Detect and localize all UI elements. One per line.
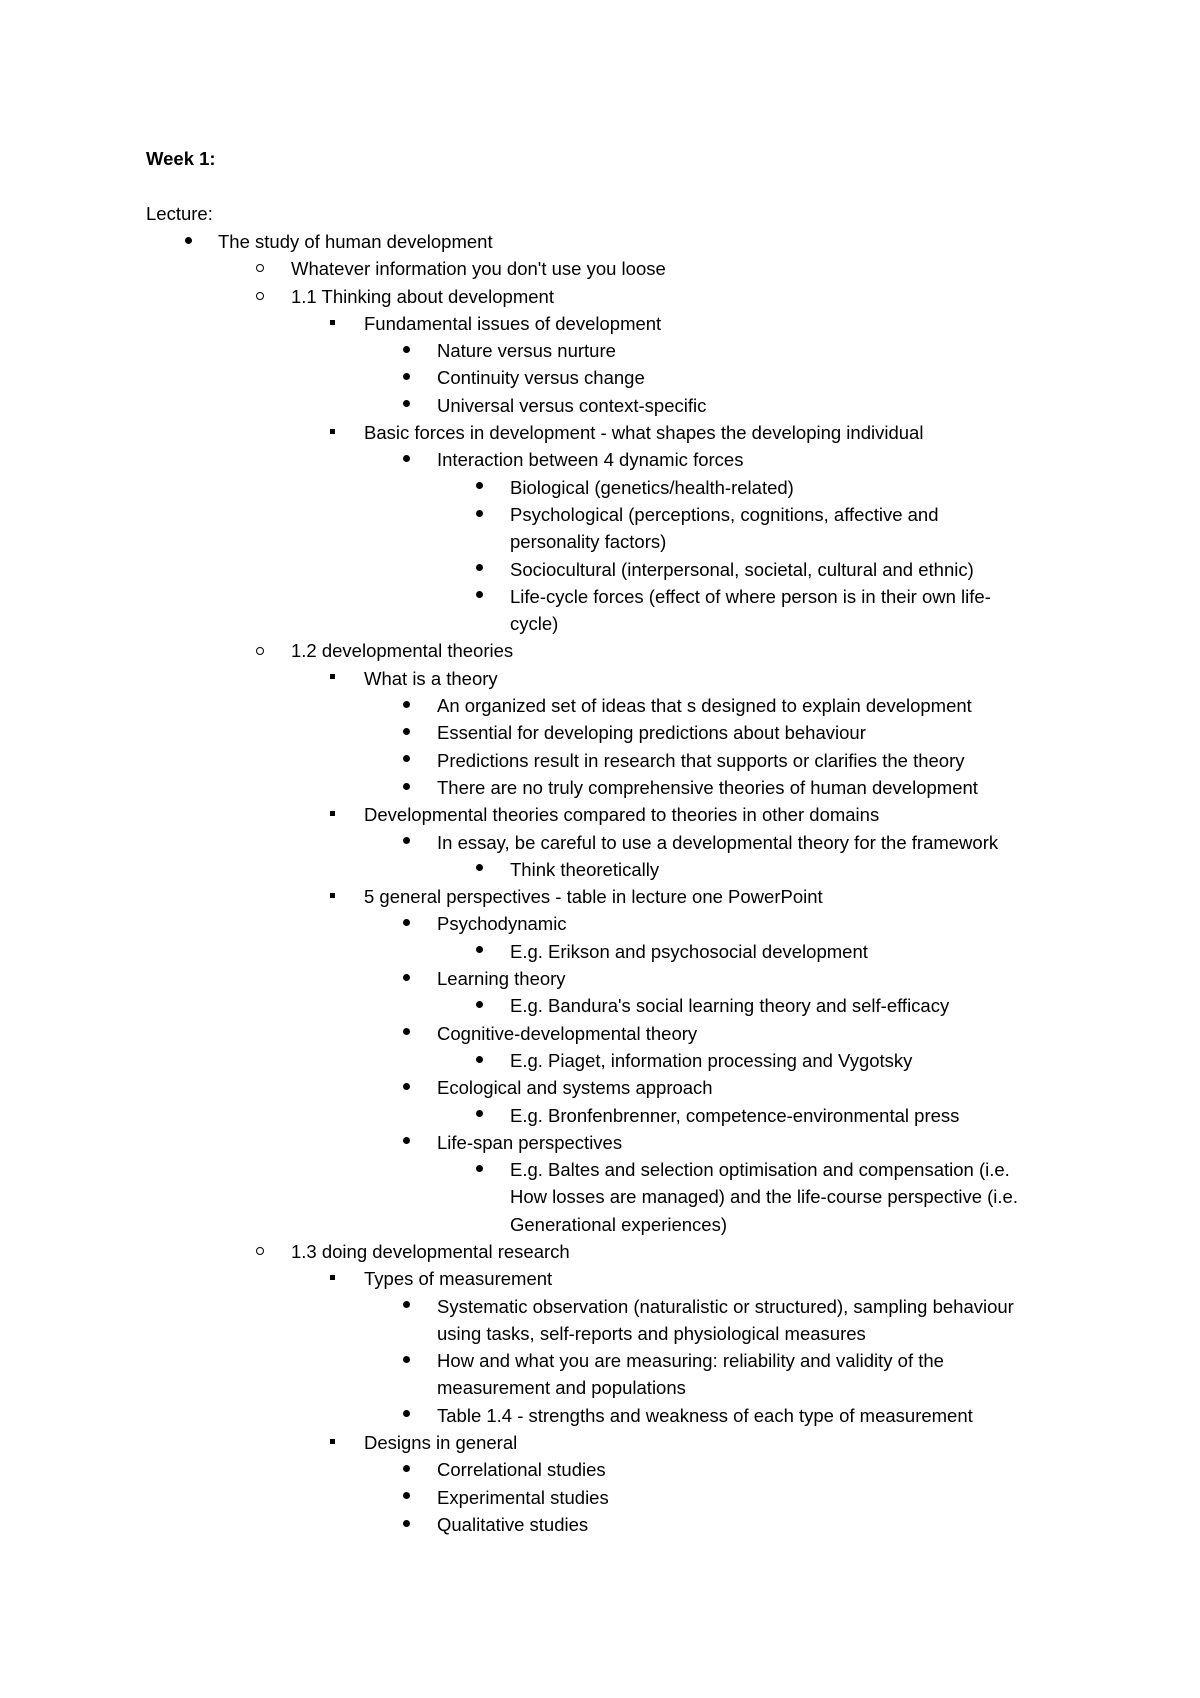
list-item-text: In essay, be careful to use a developmental theory for the framework <box>437 831 999 853</box>
bullet-disc-icon <box>396 747 416 774</box>
bullet-disc-icon <box>396 1511 416 1538</box>
bullet-disc-icon <box>396 446 416 473</box>
list-item-text: Designs in general <box>364 1432 518 1454</box>
bullet-disc-icon <box>396 692 416 719</box>
list-item <box>0 1347 1200 1402</box>
bullet-square-icon <box>322 1265 342 1292</box>
bullet-disc-icon <box>469 1102 489 1129</box>
list-item-text: There are no truly comprehensive theories of human development <box>437 776 978 798</box>
list-item-text: How and what you are measuring: reliability and validity of the measurement and populations <box>437 1350 944 1399</box>
list-item <box>0 255 1200 282</box>
list-item-text: E.g. Piaget, information processing and Vygotsky <box>510 1049 913 1071</box>
list-item-text: Universal versus context-specific <box>437 394 707 416</box>
list-item-text: Ecological and systems approach <box>437 1077 713 1099</box>
list-item <box>0 1402 1200 1429</box>
list-item-text: Basic forces in development - what shapes the developing individual <box>364 422 924 444</box>
list-item <box>0 1293 1200 1348</box>
list-item-text: Think theoretically <box>510 858 660 880</box>
list-item <box>0 910 1200 937</box>
list-item <box>0 1429 1200 1456</box>
bullet-disc-icon <box>178 228 198 255</box>
bullet-disc-icon <box>469 583 489 610</box>
list-item-text: Systematic observation (naturalistic or structured), sampling behaviour using tasks, self-reports and physiological measures <box>437 1295 1014 1344</box>
bullet-disc-icon <box>469 938 489 965</box>
bullet-disc-icon <box>396 392 416 419</box>
list-item <box>0 337 1200 364</box>
list-item <box>0 1047 1200 1074</box>
bullet-disc-icon <box>469 1156 489 1183</box>
list-item-text: 1.2 developmental theories <box>291 640 514 662</box>
list-item <box>0 446 1200 473</box>
list-item-text: Qualitative studies <box>437 1513 589 1535</box>
list-item-text: Sociocultural (interpersonal, societal, cultural and ethnic) <box>510 558 974 580</box>
bullet-circle-icon <box>250 255 270 282</box>
list-item <box>0 556 1200 583</box>
list-item <box>0 774 1200 801</box>
list-item <box>0 1020 1200 1047</box>
list-item <box>0 829 1200 856</box>
list-item <box>0 965 1200 992</box>
list-item <box>0 228 1200 255</box>
list-item <box>0 392 1200 419</box>
list-item-text: Biological (genetics/health-related) <box>510 476 794 498</box>
bullet-circle-icon <box>250 637 270 664</box>
list-item-text: Fundamental issues of development <box>364 312 662 334</box>
bullet-square-icon <box>322 419 342 446</box>
list-item <box>0 1102 1200 1129</box>
bullet-disc-icon <box>396 1293 416 1320</box>
list-item <box>0 419 1200 446</box>
list-item-text: E.g. Bronfenbrenner, competence-environmental press <box>510 1104 960 1126</box>
bullet-disc-icon <box>469 474 489 501</box>
bullet-square-icon <box>322 1429 342 1456</box>
list-item <box>0 992 1200 1019</box>
list-item-text: 1.3 doing developmental research <box>291 1240 570 1262</box>
list-item <box>0 1238 1200 1265</box>
notes-outline <box>0 228 1200 1538</box>
list-item-text: Continuity versus change <box>437 367 645 389</box>
bullet-disc-icon <box>396 1020 416 1047</box>
bullet-disc-icon <box>469 1047 489 1074</box>
bullet-disc-icon <box>469 856 489 883</box>
bullet-square-icon <box>322 310 342 337</box>
list-item <box>0 856 1200 883</box>
list-item-text: Psychodynamic <box>437 913 567 935</box>
list-item <box>0 1456 1200 1483</box>
list-item <box>0 1156 1200 1238</box>
list-item-text: 1.1 Thinking about development <box>291 285 554 307</box>
list-item-text: Table 1.4 - strengths and weakness of each type of measurement <box>437 1404 973 1426</box>
list-item <box>0 1511 1200 1538</box>
bullet-disc-icon <box>396 1129 416 1156</box>
bullet-disc-icon <box>396 337 416 364</box>
list-item <box>0 801 1200 828</box>
bullet-disc-icon <box>469 501 489 528</box>
list-item <box>0 501 1200 556</box>
page-title: Week 1: <box>146 148 216 169</box>
bullet-disc-icon <box>396 1484 416 1511</box>
bullet-disc-icon <box>396 1402 416 1429</box>
list-item-text: Interaction between 4 dynamic forces <box>437 449 744 471</box>
list-item <box>0 692 1200 719</box>
list-item <box>0 747 1200 774</box>
list-item-text: E.g. Erikson and psychosocial development <box>510 940 868 962</box>
bullet-disc-icon <box>396 1074 416 1101</box>
list-item-text: Whatever information you don't use you loose <box>291 258 666 280</box>
list-item-text: E.g. Baltes and selection optimisation and compensation (i.e. How losses are managed) and the life-course perspective (i.e. Generational experiences) <box>510 1159 1018 1235</box>
bullet-disc-icon <box>396 910 416 937</box>
list-item-text: What is a theory <box>364 667 498 689</box>
bullet-disc-icon <box>396 1347 416 1374</box>
list-item-text: Life-span perspectives <box>437 1131 623 1153</box>
list-item <box>0 1129 1200 1156</box>
bullet-circle-icon <box>250 283 270 310</box>
bullet-square-icon <box>322 665 342 692</box>
list-item-text: Learning theory <box>437 968 566 990</box>
bullet-disc-icon <box>396 364 416 391</box>
list-item <box>0 1074 1200 1101</box>
list-item <box>0 883 1200 910</box>
list-item-text: Experimental studies <box>437 1486 609 1508</box>
list-item-text: 5 general perspectives - table in lecture one PowerPoint <box>364 886 823 908</box>
bullet-square-icon <box>322 883 342 910</box>
list-item-text: Types of measurement <box>364 1268 553 1290</box>
list-item <box>0 665 1200 692</box>
bullet-disc-icon <box>396 774 416 801</box>
list-item <box>0 283 1200 310</box>
bullet-disc-icon <box>469 992 489 1019</box>
list-item <box>0 364 1200 391</box>
bullet-disc-icon <box>396 829 416 856</box>
list-item <box>0 719 1200 746</box>
list-item-text: Nature versus nurture <box>437 340 616 362</box>
list-item-text: Correlational studies <box>437 1459 606 1481</box>
list-item <box>0 1484 1200 1511</box>
bullet-disc-icon <box>396 965 416 992</box>
list-item-text: An organized set of ideas that s designed to explain development <box>437 695 972 717</box>
bullet-disc-icon <box>396 1456 416 1483</box>
bullet-circle-icon <box>250 1238 270 1265</box>
list-item <box>0 637 1200 664</box>
list-item-text: The study of human development <box>218 231 493 252</box>
list-item <box>0 474 1200 501</box>
list-item-text: Essential for developing predictions about behaviour <box>437 722 866 744</box>
list-item-text: Life-cycle forces (effect of where person is in their own life-cycle) <box>510 585 991 635</box>
list-item <box>0 938 1200 965</box>
list-item-text: Cognitive-developmental theory <box>437 1022 698 1044</box>
list-item-text: Psychological (perceptions, cognitions, affective and personality factors) <box>510 503 939 553</box>
list-item-text: Predictions result in research that supports or clarifies the theory <box>437 749 965 771</box>
list-item-text: Developmental theories compared to theories in other domains <box>364 804 880 826</box>
bullet-disc-icon <box>396 719 416 746</box>
section-label: Lecture: <box>146 203 213 224</box>
bullet-disc-icon <box>469 556 489 583</box>
list-item <box>0 1265 1200 1292</box>
list-item-text: E.g. Bandura's social learning theory and self-efficacy <box>510 995 950 1017</box>
list-item <box>0 310 1200 337</box>
list-item <box>0 583 1200 638</box>
bullet-square-icon <box>322 801 342 828</box>
